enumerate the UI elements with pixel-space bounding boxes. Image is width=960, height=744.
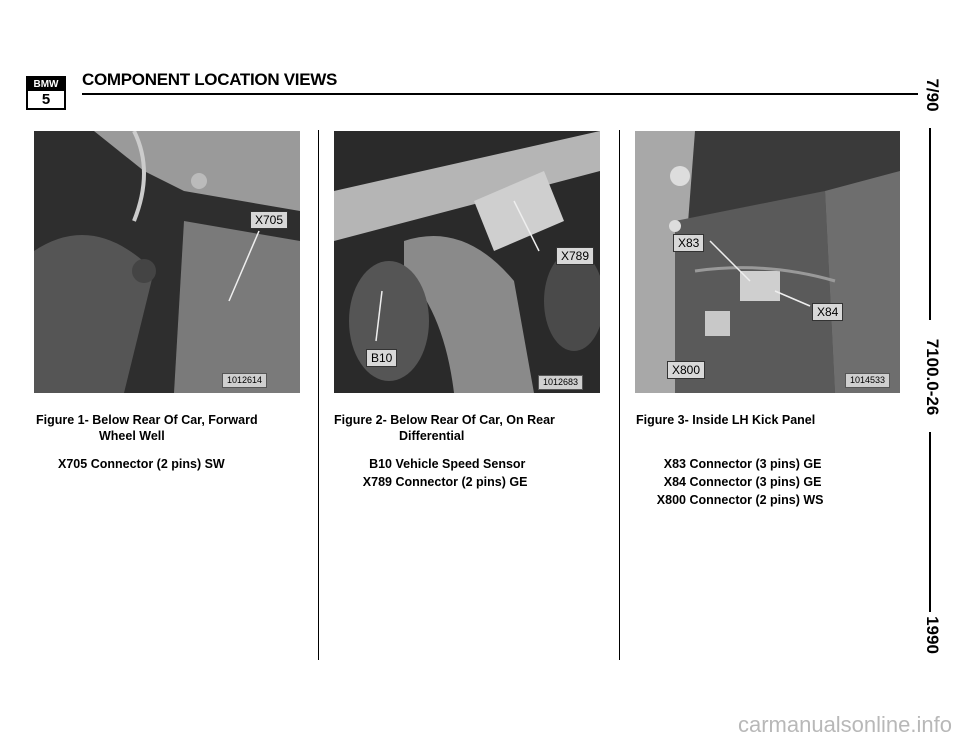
item-desc: Connector (2 pins) GE (395, 475, 528, 489)
watermark-text: carmanualsonline.info (737, 712, 952, 737)
figure-2-caption (334, 412, 555, 444)
item-code: X83 (663, 457, 686, 471)
side-date: 7/90 (923, 78, 942, 112)
item-code: X800 (656, 493, 686, 507)
item-desc: Connector (2 pins) SW (90, 457, 225, 471)
figure-1-caption (36, 412, 258, 444)
figure-1-title-line1: Below Rear Of Car, Forward (92, 413, 258, 427)
figure-1-photo-id: 1012614 (222, 373, 267, 388)
callout-x800: X800 (667, 361, 705, 379)
figure-3-caption (636, 412, 815, 428)
figure-2-title-line1: Below Rear Of Car, On Rear (390, 413, 555, 427)
item-desc: Connector (3 pins) GE (689, 475, 822, 489)
figure-1-item (58, 455, 225, 473)
logo-bottom-text: 5 (41, 91, 51, 108)
figure-2-photo-id: 1012683 (538, 375, 583, 390)
list-item (648, 491, 824, 509)
callout-x705: X705 (250, 211, 288, 229)
figure-2-items (358, 455, 527, 491)
figure-3-photo-id: 1014533 (845, 373, 890, 388)
callout-x83: X83 (673, 234, 704, 252)
column-divider-1 (318, 130, 319, 660)
list-item (648, 473, 824, 491)
header-rule (82, 93, 918, 95)
bmw-5-logo (26, 76, 66, 110)
list-item (648, 455, 824, 473)
side-line-2 (929, 432, 931, 612)
figure-1-photo (34, 131, 300, 393)
figure-2-label: Figure 2- (334, 413, 387, 427)
figure-3-label: Figure 3- (636, 413, 689, 427)
figure-2-photo (334, 131, 600, 393)
item-desc: Connector (3 pins) GE (689, 457, 822, 471)
side-year: 1990 (923, 616, 942, 654)
side-line-1 (929, 128, 931, 320)
callout-x84: X84 (812, 303, 843, 321)
column-divider-2 (619, 130, 620, 660)
figure-2-title-line2: Differential (399, 429, 465, 443)
logo-top-text: BMW (28, 78, 64, 91)
list-item (358, 473, 527, 491)
side-section-number: 7100.0-26 (923, 338, 942, 416)
callout-b10: B10 (366, 349, 397, 367)
figure-1-title-line2: Wheel Well (99, 429, 165, 443)
figure-1-photo-art (34, 131, 300, 393)
item-code: B10 (369, 457, 392, 471)
item-code: X705 (58, 457, 88, 471)
callout-x789: X789 (556, 247, 594, 265)
item-code: X84 (663, 475, 686, 489)
figure-3-title-line1: Inside LH Kick Panel (692, 413, 816, 427)
figure-3-photo (635, 131, 900, 393)
list-item (358, 455, 527, 473)
item-desc: Connector (2 pins) WS (689, 493, 824, 507)
figure-3-items (648, 455, 824, 509)
item-desc: Vehicle Speed Sensor (395, 457, 526, 471)
item-code: X789 (362, 475, 392, 489)
page-title: COMPONENT LOCATION VIEWS (82, 70, 338, 89)
figure-1-label: Figure 1- (36, 413, 89, 427)
figure-3-photo-art (635, 131, 900, 393)
